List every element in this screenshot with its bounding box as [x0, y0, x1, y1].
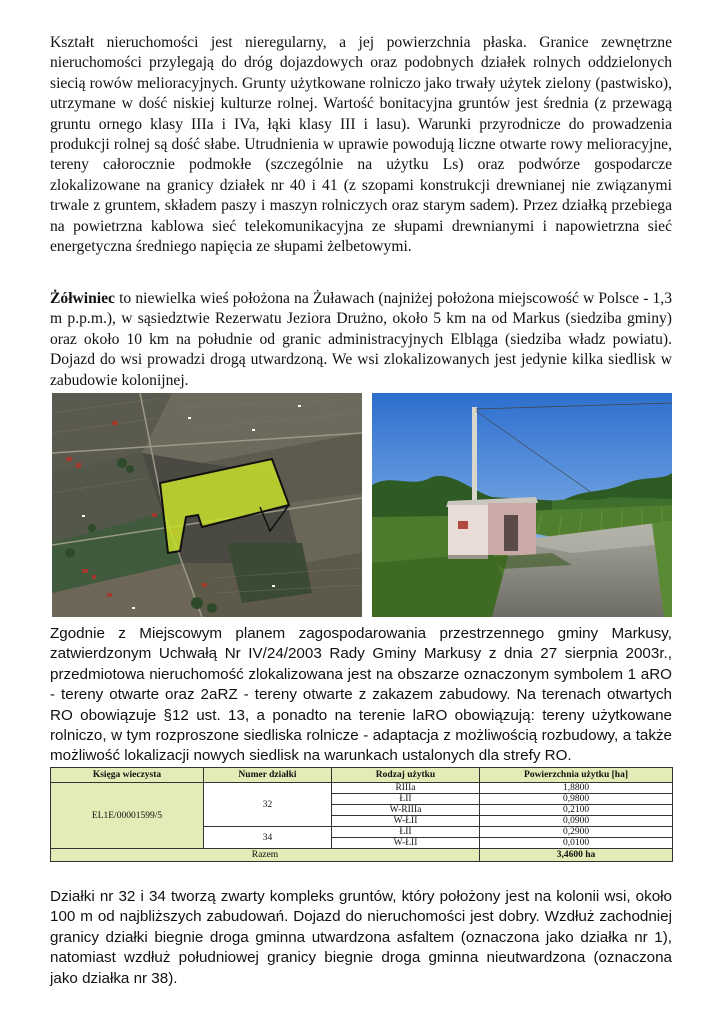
header-area: Powierzchnia użytku [ha] [480, 768, 673, 783]
paragraph-village-description [50, 289, 672, 391]
table-row [51, 783, 673, 794]
aerial-map-graphic [52, 393, 362, 617]
land-use-table [50, 767, 673, 862]
village-name: Żółwiniec [50, 290, 115, 307]
header-parcel-number: Numer działki [204, 768, 332, 783]
cell-area: 0,2100 [480, 805, 673, 816]
paragraph-access-description: Działki nr 32 i 34 tworzą zwarty kompleks gruntów, który położony jest na kolonii wsi, około 100 m od najbliższych zabudowań. Dojazd do nieruchomości jest dobry. Wzdłuż zachodniej granicy działki biegnie droga gminna utwardzona asfaltem (oznaczona jako działka nr 1), natomiast wzdłuż południowej granicy biegnie droga gminna nieutwardzona (oznaczona jako działka nr 38). [50, 888, 672, 987]
header-land-use-type: Rodzaj użytku [332, 768, 480, 783]
paragraph-zoning-plan: Zgodnie z Miejscowym planem zagospodarowania przestrzennego gminy Markusy, zatwierdzonym Uchwałą Nr IV/24/2003 Rady Gminy Markusy z dnia 27 sierpnia 2003r., przedmiotowa nieruchomość zlokalizowana jest na obszarze oznaczonym symbolem 1 aRO - tereny otwarte oraz 2aRZ - tereny otwarte z zakazem zabudowy. Na terenach otwartych RO obowiązuje §12 ust. 13, a ponadto na terenie laRO obowiązują: tereny użytkowane rolniczo, w tym rozproszone siedliska rolnicze - adaptacja z możliwością rozbudowy, a także możliwość lokalizacji nowych siedlisk na warunkach ustalonych dla strefy RO. [50, 625, 672, 765]
cell-land-use-type: ŁII [332, 794, 480, 805]
road-photo-image [372, 393, 672, 617]
cell-land-use-type: RIIIa [332, 783, 480, 794]
cell-area: 0,0900 [480, 816, 673, 827]
aerial-map-image [52, 393, 362, 617]
cell-area: 0,2900 [480, 827, 673, 838]
paragraph-property-description: Kształt nieruchomości jest nieregularny, a jej powierzchnia płaska. Granice zewnętrzne nieruchomości przylegają do dróg dojazdowych oraz podobnych działek rolnych oddzielonych siecią rowów melioracyjnych. Grunty użytkowane rolniczo jako trwały użytek zielony (pastwisko), utrzymane w dość niskiej kulturze rolnej. Wartość bonitacyjna gruntów jest średnia (z przewagą gruntu ornego klasy IIIa i IVa, łąki klasy III i lasu). Warunki przyrodnicze do prowadzenia produkcji rolnej są dość słabe. Utrudnienia w uprawie powodują liczne otwarte rowy melioracyjne, tereny całorocznie podmokłe (szczególnie na użytku Ls) oraz podwórze gospodarcze zlokalizowane na granicy działek nr 40 i 41 (z szopami konstrukcji drewnianej nie związanymi trwale z gruntem, składem paszy i maszyn rolniczych oraz starym sadem). Przez działką przebiega na powietrzna kablowa sieć telekomunikacyjna ze słupami drewnianymi i napowietrzna sieć energetyczna średniego napięcia ze słupami żelbetowymi. [50, 34, 672, 256]
cell-land-use-type: W-ŁII [332, 816, 480, 827]
cell-total-value: 3,4600 ha [480, 849, 673, 862]
cell-total-label: Razem [51, 849, 480, 862]
cell-area: 0,0100 [480, 838, 673, 849]
cell-land-use-type: ŁII [332, 827, 480, 838]
road-photo-graphic [372, 393, 672, 617]
cell-land-use-type: W-RIIIa [332, 805, 480, 816]
cell-area: 0,9800 [480, 794, 673, 805]
cell-parcel-number: 34 [204, 827, 332, 849]
table-header-row [51, 768, 673, 783]
cell-land-register: EL1E/00001599/5 [51, 783, 204, 849]
header-land-register: Księga wieczysta [51, 768, 204, 783]
cell-parcel-number: 32 [204, 783, 332, 827]
cell-land-use-type: W-ŁII [332, 838, 480, 849]
cell-area: 1,8800 [480, 783, 673, 794]
table-total-row [51, 849, 673, 862]
village-description-text: to niewielka wieś położona na Żuławach (najniżej położona miejscowość w Polsce - 1,3 m p.p.m.), w sąsiedztwie Rezerwatu Jeziora Drużno, około 5 km na od Markus (siedziba gminy) oraz około 10 km na południe od granic administracyjnych Elbląga (siedziba władz powiatu). Dojazd do wsi prowadzi drogą utwardzoną. We wsi zlokalizowanych jest jedynie kilka siedlisk w zabudowie kolonijnej. [50, 290, 672, 389]
